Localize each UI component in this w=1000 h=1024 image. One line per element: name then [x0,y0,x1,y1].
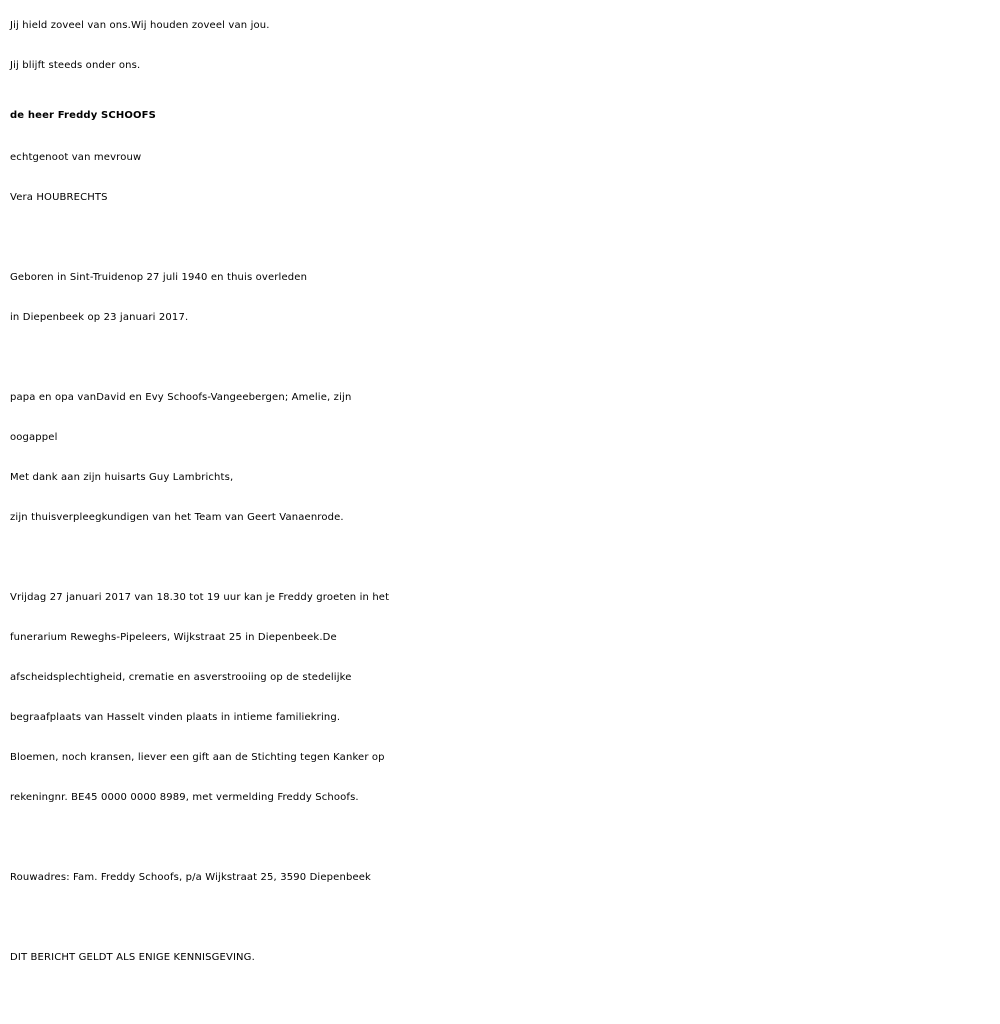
spacer [10,218,1000,258]
family-line-4: zijn thuisverpleegkundigen van het Team van Geert Vanaenrode. [10,512,344,523]
family-line-1: papa en opa vanDavid en Evy Schoofs-Vangeebergen; Amelie, zijn [10,392,352,403]
family-line-3: Met dank aan zijn huisarts Guy Lambrichts, [10,472,234,483]
motto-line-2: Jij blijft steeds onder ons. [10,60,141,71]
ceremony-line-6: rekeningnr. BE45 0000 0000 8989, met vermelding Freddy Schoofs. [10,792,359,803]
spouse-line-1: echtgenoot van mevrouw [10,152,142,163]
spacer [10,818,1000,858]
notice-statement: DIT BERICHT GELDT ALS ENIGE KENNISGEVING. [10,952,255,963]
birth-death-line-2: in Diepenbeek op 23 januari 2017. [10,312,189,323]
spouse-line-2: Vera HOUBRECHTS [10,192,108,203]
family-line-2: oogappel [10,432,58,443]
ceremony-line-3: afscheidsplechtigheid, crematie en asverstrooiing op de stedelijke [10,672,352,683]
ceremony-line-2: funerarium Reweghs-Pipeleers, Wijkstraat 25 in Diepenbeek.De [10,632,337,643]
ceremony-line-1: Vrijdag 27 januari 2017 van 18.30 tot 19 uur kan je Freddy groeten in het [10,592,390,603]
motto-line-1: Jij hield zoveel van ons.Wij houden zoveel van jou. [10,20,270,31]
spacer [10,898,1000,938]
mourning-address: Rouwadres: Fam. Freddy Schoofs, p/a Wijkstraat 25, 3590 Diepenbeek [10,872,371,883]
ceremony-line-4: begraafplaats van Hasselt vinden plaats in intieme familiekring. [10,712,341,723]
spacer [10,538,1000,578]
deceased-name: de heer Freddy SCHOOFS [10,110,156,121]
spacer [10,338,1000,378]
ceremony-line-5: Bloemen, noch kransen, liever een gift aan de Stichting tegen Kanker op [10,752,385,763]
birth-death-line-1: Geboren in Sint-Truidenop 27 juli 1940 en thuis overleden [10,272,308,283]
